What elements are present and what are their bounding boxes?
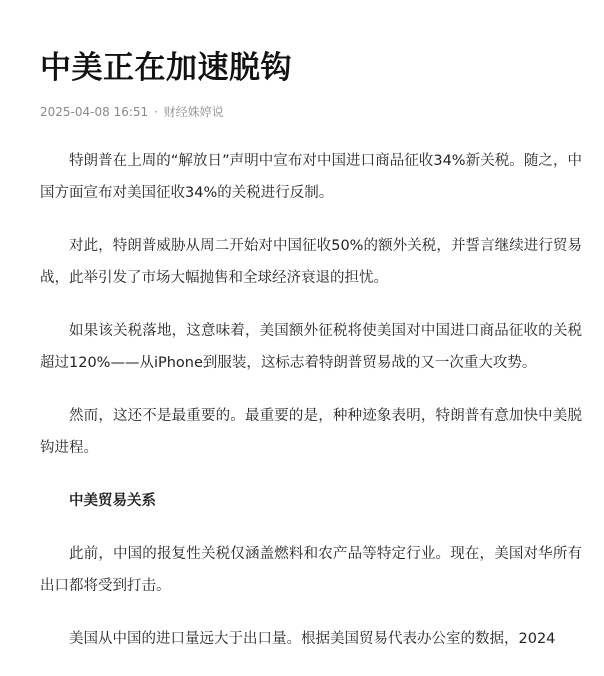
paragraph: 如果该关税落地，这意味着，美国额外征税将使美国对中国进口商品征收的关税超过120%——从iPhone到服装，这标志着特朗普贸易战的又一次重大攻势。	[40, 323, 582, 371]
paragraph: 特朗普在上周的“解放日”声明中宣布对中国进口商品征收34%新关税。随之，中国方面宣布对美国征收34%的关税进行反制。	[40, 153, 582, 201]
author-source[interactable]: 财经姝婷说	[163, 105, 224, 119]
meta-separator: ·	[153, 105, 158, 119]
section-heading: 中美贸易关系	[69, 493, 156, 509]
publish-date: 2025-04-08 16:51	[40, 105, 149, 119]
article-meta	[40, 103, 224, 121]
article-title: 中美正在加速脱钩	[40, 50, 292, 86]
paragraph: 美国从中国的进口量远大于出口量。根据美国贸易代表办公室的数据，2024	[69, 631, 556, 647]
paragraph: 此前，中国的报复性关税仅涵盖燃料和农产品等特定行业。现在，美国对华所有出口都将受到打击。	[40, 546, 582, 594]
article-body	[40, 145, 582, 676]
paragraph: 对此，特朗普威胁从周二开始对中国征收50%的额外关税，并誓言继续进行贸易战，此举引发了市场大幅抛售和全球经济衰退的担忧。	[40, 238, 582, 286]
paragraph: 然而，这还不是最重要的。最重要的是，种种迹象表明，特朗普有意加快中美脱钩进程。	[40, 408, 582, 456]
